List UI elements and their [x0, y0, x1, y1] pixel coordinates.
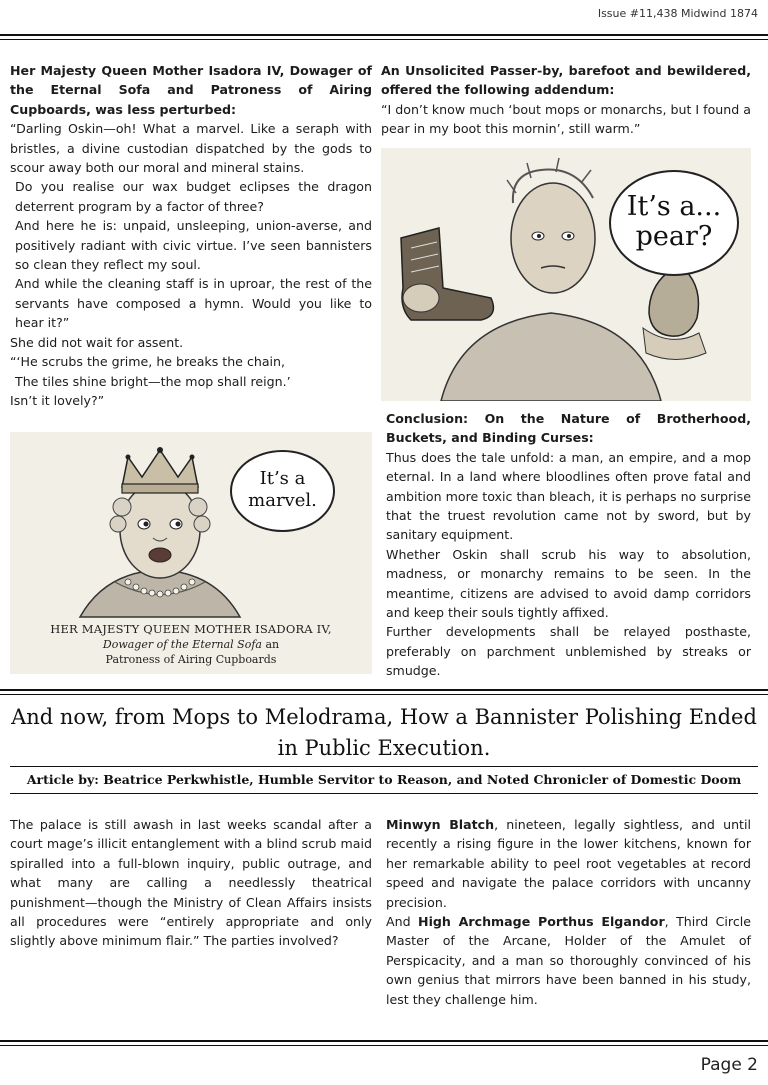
article-intro [10, 815, 372, 951]
queen-caption-line [10, 637, 372, 652]
article-byline: Article by: Beatrice Perkwhistle, Humble Servitor to Reason, and Noted Chronicler of Domestic Doom [10, 766, 758, 794]
conclusion-paragraph: Whether Oskin shall scrub his way to absolution, madness, or monarchy remains to be seen. In the meantime, citizens are advised to avoid damp corridors and keep their souls tightly affixed. [386, 546, 751, 621]
porthus-text: , Third Circle Master of the Arcane, Holder of the Amulet of Perspicacity, and a man so thoroughly convinced of his own genius that mirrors have been banned in his study, lest they challenge him. [386, 914, 752, 1007]
conclusion-paragraph: Further developments shall be relayed posthaste, preferably on parchment unblemished by streaks or smudge. [386, 624, 751, 679]
minwyn-name: Minwyn Blatch [386, 817, 495, 832]
queen-caption-an: an [265, 638, 280, 651]
article-headline: And now, from Mops to Melodrama, How a Bannister Polishing Ended in Public Execution. [11, 705, 757, 760]
queen-quote-line: She did not wait for assent. [10, 334, 184, 350]
hymn-line: “‘He scrubs the grime, he breaks the chain, [10, 354, 286, 370]
porthus-paragraph [386, 912, 751, 1009]
issue-label: Issue #11,438 Midwind 1874 [597, 7, 758, 20]
conclusion-section [386, 409, 751, 681]
hymn-line: The tiles shine bright—the mop shall reign.’ [15, 373, 291, 389]
conclusion-heading: Conclusion: On the Nature of Brotherhood, Buckets, and Binding Curses: [386, 411, 751, 446]
minwyn-paragraph [386, 815, 751, 912]
queen-caption [10, 622, 372, 667]
queen-speaker: Her Majesty Queen Mother Isadora IV, Dowager of the Eternal Sofa and Patroness of Airing Cupboards, was less perturbed: [10, 63, 372, 117]
queen-illustration [10, 432, 372, 674]
queen-quote-line: And while the cleaning staff is in uproar, the rest of the servants have composed a hymn. Would you like to hear it?” [15, 276, 372, 331]
top-divider [0, 34, 768, 40]
porthus-name: High Archmage Porthus Elgandor [418, 914, 665, 930]
queen-quote-line: And here he is: unpaid, unsleeping, union-averse, and positively radiant with civic virtue. I’ve seen bannisters so clean they reflect my soul. [15, 218, 372, 273]
queen-caption-italic: Dowager of the Eternal Sofa [102, 638, 262, 651]
and-word: And [386, 914, 411, 930]
page-number: Page 2 [700, 1055, 758, 1075]
conclusion-paragraph: Thus does the tale unfold: a man, an empire, and a mop eternal. In a land where bloodlines often prove fatal and ambition more toxic than bleach, it is perhaps no surprise that the truest revolution came not by sword, but by sanitary equipment. [386, 449, 751, 543]
article-parties [386, 815, 751, 1009]
queen-quote-line: “Darling Oskin—oh! What a marvel. Like a seraph with bristles, a divine custodian dispatched by the gods to scour away both our moral and mineral stains. [10, 121, 372, 176]
queen-quote-line: Do you realise our wax budget eclipses the dragon deterrent program by a factor of three? [15, 179, 372, 214]
queen-caption-rest: Patroness of Airing Cupboards [105, 653, 277, 666]
bottom-divider [0, 1040, 768, 1046]
man-speech-bubble: It’s a... pear? [609, 170, 739, 276]
queen-quote-column [10, 61, 372, 410]
middle-divider [0, 689, 768, 695]
queen-speech-bubble: It’s a marvel. [230, 450, 335, 532]
queen-caption-title: HER MAJESTY QUEEN MOTHER ISADORA IV, [50, 622, 332, 636]
article-intro-paragraph: The palace is still awash in last weeks scandal after a court mage’s illicit entanglement with a blind scrub maid spiralled into a full-blown inquiry, public outrage, and what many are calling a needlessly theatrical punishment—though the Ministry of Clean Affairs insists all procedures were “entirely appropriate and only slightly above minimum flair.” The parties involved? [10, 817, 372, 949]
queen-quote-line: Isn’t it lovely?” [10, 392, 105, 408]
passerby-speaker: An Unsolicited Passer-by, barefoot and bewildered, offered the following addendum: [381, 63, 751, 98]
minwyn-text: , nineteen, legally sightless, and until recently a rising figure in the lower kitchens, known for her remarkable ability to peel root vegetables at record speed and navigate the palace corridors with uncanny precision. [386, 817, 751, 910]
passerby-quote: “I don’t know much ‘bout mops or monarchs, but I found a pear in my boot this mornin’, still warm.” [381, 101, 751, 137]
passerby-illustration [381, 148, 751, 401]
passerby-column [381, 61, 751, 139]
